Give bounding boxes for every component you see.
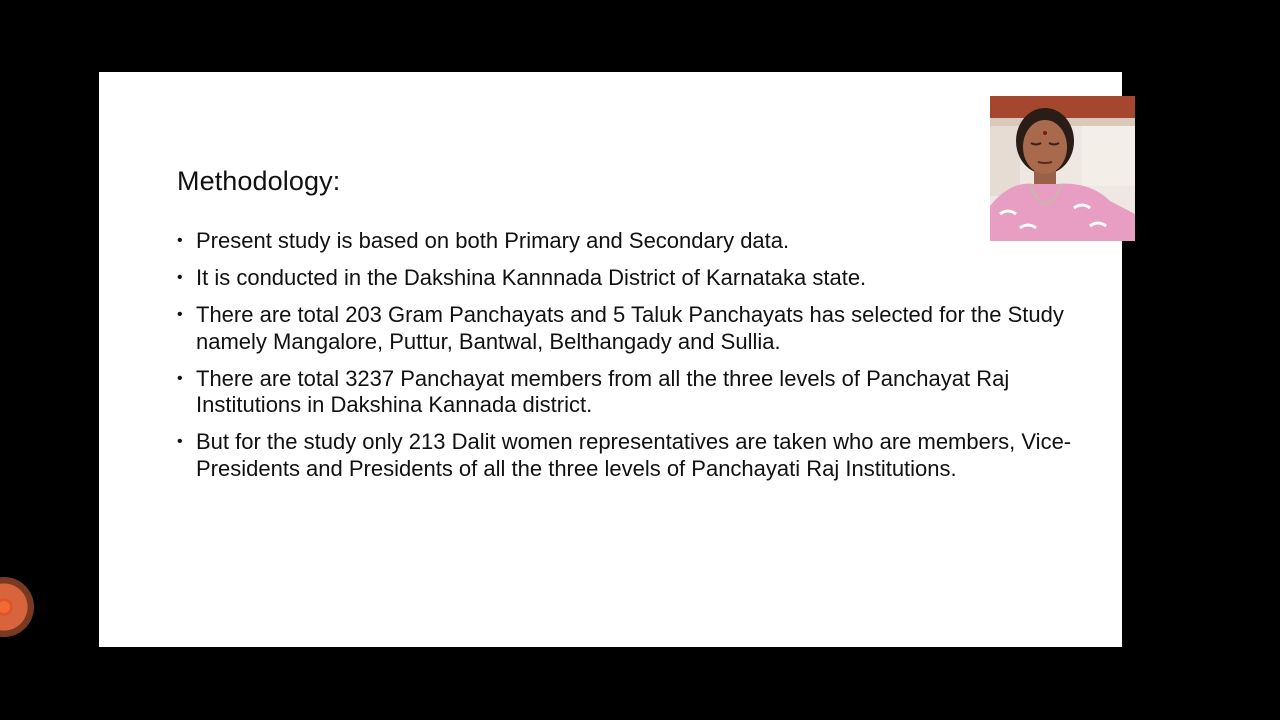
bullet-icon: • <box>177 232 183 249</box>
bullet-item <box>177 366 1077 419</box>
slide-title: Methodology: <box>177 166 341 196</box>
bullet-item <box>177 302 1077 355</box>
bullet-item <box>177 228 1077 255</box>
webcam-feed-icon <box>990 96 1135 241</box>
bullet-icon: • <box>177 433 183 450</box>
bullet-text: Present study is based on both Primary and Secondary data. <box>196 228 790 253</box>
record-icon <box>0 601 10 613</box>
bullet-list <box>177 228 1077 493</box>
record-button[interactable] <box>0 577 34 637</box>
bullet-text: There are total 203 Gram Panchayats and 5 Taluk Panchayats has selected for the Study namely Mangalore, Puttur, Bantwal, Belthangady and Sullia. <box>196 302 1064 354</box>
bullet-icon: • <box>177 306 183 323</box>
bullet-item <box>177 429 1077 482</box>
bullet-icon: • <box>177 369 183 387</box>
presentation-slide <box>99 72 1122 647</box>
bullet-text: It is conducted in the Dakshina Kannnada District of Karnataka state. <box>196 265 867 290</box>
webcam-overlay[interactable] <box>990 96 1135 241</box>
bullet-item <box>177 265 1077 292</box>
bullet-icon: • <box>177 269 183 286</box>
bullet-text: There are total 3237 Panchayat members from all the three levels of Panchayat Raj Institutions in Dakshina Kannada district. <box>196 365 1010 417</box>
bullet-text: But for the study only 213 Dalit women representatives are taken who are members, Vice-Presidents and Presidents of all the three levels of Panchayati Raj Institutions. <box>196 429 1072 481</box>
